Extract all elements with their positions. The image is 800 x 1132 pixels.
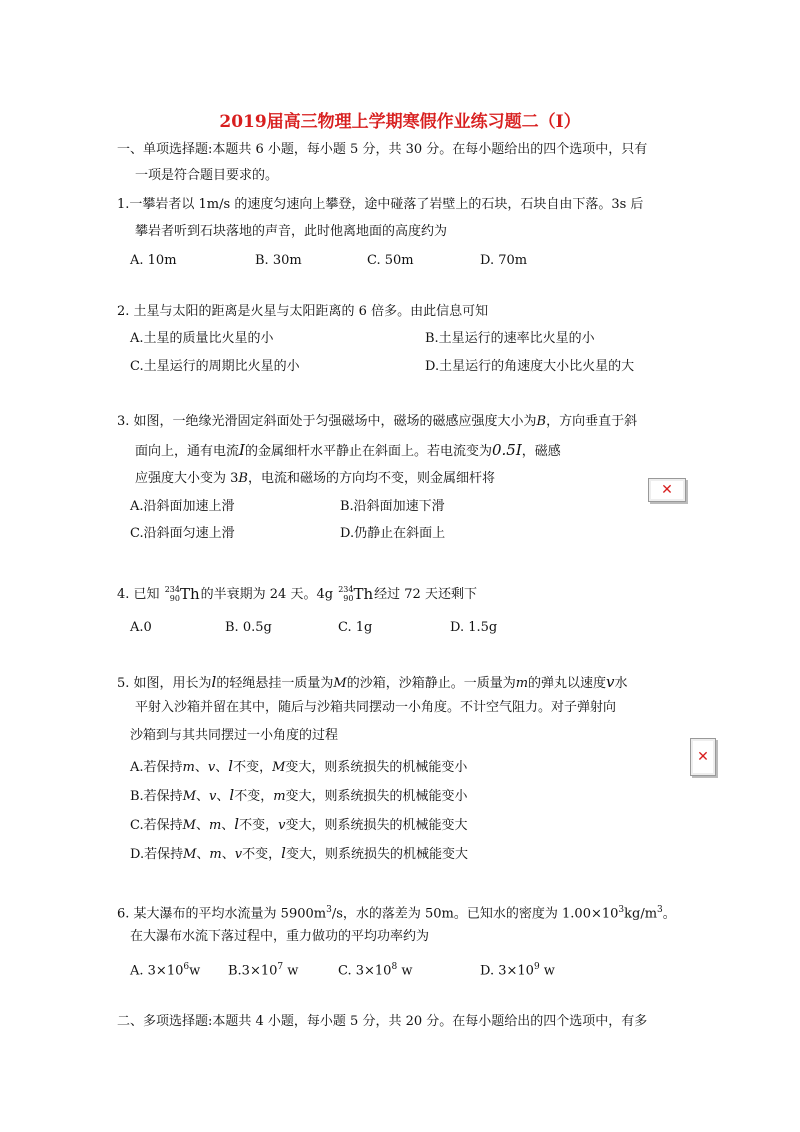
q5-c-2: 、 bbox=[195, 818, 209, 833]
q6-l1c: kg/m bbox=[624, 906, 658, 922]
q2-option-d: D.土星运行的角速度大小比火星的大 bbox=[425, 359, 635, 374]
q1-option-d: D. 70m bbox=[480, 253, 528, 268]
q3-line2-a: 面向上，通有电流 bbox=[135, 444, 240, 459]
q6-d-pre: D. 3×10 bbox=[480, 963, 534, 979]
q5-c-7: v bbox=[278, 818, 286, 833]
q5-d-5: v bbox=[234, 847, 243, 862]
q6-sup-a: 3 bbox=[326, 905, 332, 915]
q5-a-0: A.若保持 bbox=[130, 760, 183, 775]
q3-var-b2: B bbox=[238, 471, 248, 486]
q5-var-l: l bbox=[211, 673, 217, 691]
q5-b-5: l bbox=[229, 786, 235, 804]
q6-b-unit: w bbox=[283, 963, 299, 979]
broken-image-icon: ✕ bbox=[697, 749, 709, 765]
q5-b-1: M bbox=[182, 789, 196, 804]
q6-l1a: 6. 某大瀑布的平均水流量为 5900m bbox=[117, 906, 327, 922]
q6-line1 bbox=[117, 900, 676, 924]
q4-element-symbol: Th bbox=[179, 585, 200, 603]
q4-isotope-1 bbox=[165, 582, 200, 607]
q3-option-c: C.沿斜面匀速上滑 bbox=[130, 526, 235, 541]
q6-option-a bbox=[130, 957, 200, 981]
q5-b-6: 不变， bbox=[234, 789, 274, 804]
q3-line1 bbox=[117, 412, 637, 432]
q5-line1 bbox=[117, 672, 628, 694]
q5-l1d: 的弹丸以速度 bbox=[528, 676, 607, 691]
q5-b-4: 、 bbox=[216, 789, 230, 804]
q5-d-7: l bbox=[281, 844, 286, 862]
q3-line2 bbox=[135, 440, 561, 462]
q4-option-a: A.0 bbox=[130, 620, 152, 635]
q5-d-8: 变大，则系统损失的机械能变大 bbox=[285, 847, 468, 862]
q5-c-1: M bbox=[182, 818, 196, 833]
q5-c-4: 、 bbox=[221, 818, 235, 833]
q6-line2: 在大瀑布水流下落过程中，重力做功的平均功率约为 bbox=[130, 929, 430, 944]
section2-heading-line1: 二、多项选择题:本题共 4 小题，每小题 5 分，共 20 分。在每小题给出的四个选项中，有多 bbox=[117, 1014, 648, 1029]
q4-element-symbol-2: Th bbox=[353, 585, 374, 603]
q2-option-a: A.土星的质量比火星的小 bbox=[130, 331, 274, 346]
q5-l1b: 的轻绳悬挂一质量为 bbox=[216, 676, 334, 691]
q5-l1e: 水 bbox=[614, 676, 628, 691]
q5-var-M: M bbox=[333, 676, 347, 691]
q5-d-1: M bbox=[183, 847, 197, 862]
q6-l1b: /s，水的落差为 50m。已知水的密度为 1.00×10 bbox=[331, 906, 619, 922]
q3-line1-text: 3. 如图，一绝缘光滑固定斜面处于匀强磁场中，磁场的磁感应强度大小为 bbox=[117, 414, 537, 429]
q6-a-unit: w bbox=[189, 963, 201, 979]
q5-option-a bbox=[130, 756, 467, 778]
q6-sup-b: 3 bbox=[618, 905, 625, 915]
q3-var-b: B bbox=[536, 414, 547, 429]
q5-a-2: 、 bbox=[194, 760, 208, 775]
q4-mass-number: 234 bbox=[164, 585, 180, 594]
q3-line3-a: 应强度大小变为 3 bbox=[135, 471, 239, 486]
q5-d-3: m bbox=[209, 847, 222, 862]
q6-a-exp: 6 bbox=[183, 962, 190, 972]
q5-option-b bbox=[130, 785, 468, 807]
q5-l1a: 5. 如图，用长为 bbox=[117, 676, 212, 691]
q5-var-m: m bbox=[515, 676, 529, 691]
q1-line1: 1.一攀岩者以 1m/s 的速度匀速向上攀登，途中碰落了岩壁上的石块，石块自由下落。3s 后 bbox=[117, 197, 644, 212]
q4-suffix: 经过 72 天还剩下 bbox=[374, 586, 477, 602]
q6-c-unit: w bbox=[397, 963, 413, 979]
q5-option-c bbox=[130, 814, 468, 836]
q6-d-unit: w bbox=[539, 963, 555, 979]
q1-option-a: A. 10m bbox=[130, 253, 177, 268]
q5-c-8: 变大，则系统损失的机械能变大 bbox=[285, 818, 468, 833]
q5-a-7: M bbox=[272, 760, 286, 775]
q3-figure-broken-image bbox=[648, 478, 686, 502]
q5-a-3: v bbox=[207, 760, 216, 775]
q3-line3-b: ，电流和磁场的方向均不变，则金属细杆将 bbox=[247, 471, 495, 486]
q5-b-0: B.若保持 bbox=[130, 789, 183, 804]
q5-c-3: m bbox=[208, 818, 222, 833]
q5-a-6: 不变， bbox=[233, 760, 273, 775]
q2-stem: 2. 土星与太阳的距离是火星与太阳距离的 6 倍多。由此信息可知 bbox=[117, 304, 489, 319]
q1-line2: 攀岩者听到石块落地的声音，此时他离地面的高度约为 bbox=[135, 224, 448, 239]
q3-line3 bbox=[135, 469, 495, 489]
q4-isotope-2 bbox=[338, 582, 373, 607]
q5-c-6: 不变， bbox=[239, 818, 279, 833]
q4-mass-number-2: 234 bbox=[338, 585, 354, 594]
q4-option-c: C. 1g bbox=[338, 620, 373, 635]
q3-line2-b: 的金属细杆水平静止在斜面上。若电流变为 bbox=[244, 444, 492, 459]
broken-image-icon: ✕ bbox=[661, 482, 673, 498]
q3-line1-end: ，方向垂直于斜 bbox=[546, 414, 638, 429]
page-title: 2019届高三物理上学期寒假作业练习题二（I） bbox=[219, 112, 581, 132]
q5-figure-broken-image bbox=[690, 738, 716, 776]
q3-var-i: I bbox=[239, 441, 245, 459]
q3-option-b: B.沿斜面加速下滑 bbox=[340, 499, 445, 514]
q6-c-exp: 8 bbox=[391, 962, 398, 972]
q5-b-8: 变大，则系统损失的机械能变小 bbox=[285, 789, 468, 804]
q3-line2-c: ，磁感 bbox=[521, 444, 561, 459]
q5-d-0: D.若保持 bbox=[130, 847, 184, 862]
q5-l1c: 的沙箱，沙箱静止。一质量为 bbox=[346, 676, 516, 691]
q3-option-a: A.沿斜面加速上滑 bbox=[130, 499, 235, 514]
q1-option-b: B. 30m bbox=[255, 253, 302, 268]
q5-d-2: 、 bbox=[196, 847, 210, 862]
q6-a-pre: A. 3×10 bbox=[130, 963, 184, 979]
q4-atomic-number: 90 bbox=[169, 594, 180, 603]
q4-mid: 的半衰期为 24 天。4g bbox=[200, 586, 334, 602]
q5-line3: 沙箱到与其共同摆过一小角度的过程 bbox=[130, 728, 339, 743]
q6-option-b bbox=[228, 957, 298, 981]
q3-var-half-i: 0.5I bbox=[491, 441, 522, 459]
q5-a-8: 变大，则系统损失的机械能变小 bbox=[285, 760, 468, 775]
q5-line2: 平射入沙箱并留在其中，随后与沙箱共同摆动一小角度。不计空气阻力。对子弹射向 bbox=[135, 700, 617, 715]
q6-b-pre: B.3×10 bbox=[228, 963, 278, 979]
section1-heading-line1: 一、单项选择题:本题共 6 小题，每小题 5 分，共 30 分。在每小题给出的四个选项中，只有 bbox=[117, 142, 648, 157]
q6-option-d bbox=[480, 957, 555, 981]
q6-d-exp: 9 bbox=[533, 962, 540, 972]
q5-d-6: 不变， bbox=[242, 847, 282, 862]
q5-d-4: 、 bbox=[221, 847, 235, 862]
q5-b-2: 、 bbox=[196, 789, 210, 804]
q5-b-7: m bbox=[273, 789, 286, 804]
q3-option-d: D.仍静止在斜面上 bbox=[340, 526, 446, 541]
q2-option-c: C.土星运行的周期比火星的小 bbox=[130, 359, 300, 374]
q5-a-5: l bbox=[228, 757, 234, 775]
q5-a-1: m bbox=[182, 760, 195, 775]
q6-option-c bbox=[338, 957, 412, 981]
q4-stem bbox=[117, 582, 477, 607]
q5-a-4: 、 bbox=[215, 760, 229, 775]
q2-option-b: B.土星运行的速率比火星的小 bbox=[425, 331, 595, 346]
q5-c-0: C.若保持 bbox=[130, 818, 183, 833]
q6-c-pre: C. 3×10 bbox=[338, 963, 392, 979]
q6-b-exp: 7 bbox=[277, 962, 284, 972]
q5-option-d bbox=[130, 843, 468, 865]
q6-l1d: 。 bbox=[662, 906, 676, 922]
q4-option-d: D. 1.5g bbox=[450, 620, 498, 635]
q5-c-5: l bbox=[234, 815, 240, 833]
q5-b-3: v bbox=[209, 789, 217, 804]
q4-atomic-number-2: 90 bbox=[343, 594, 354, 603]
q6-sup-c: 3 bbox=[657, 905, 663, 915]
q4-prefix: 4. 已知 bbox=[117, 586, 160, 602]
section1-heading-line2: 一项是符合题目要求的。 bbox=[135, 168, 279, 183]
q1-option-c: C. 50m bbox=[367, 253, 414, 268]
q5-var-v: v bbox=[606, 673, 615, 691]
q4-option-b: B. 0.5g bbox=[225, 620, 272, 635]
